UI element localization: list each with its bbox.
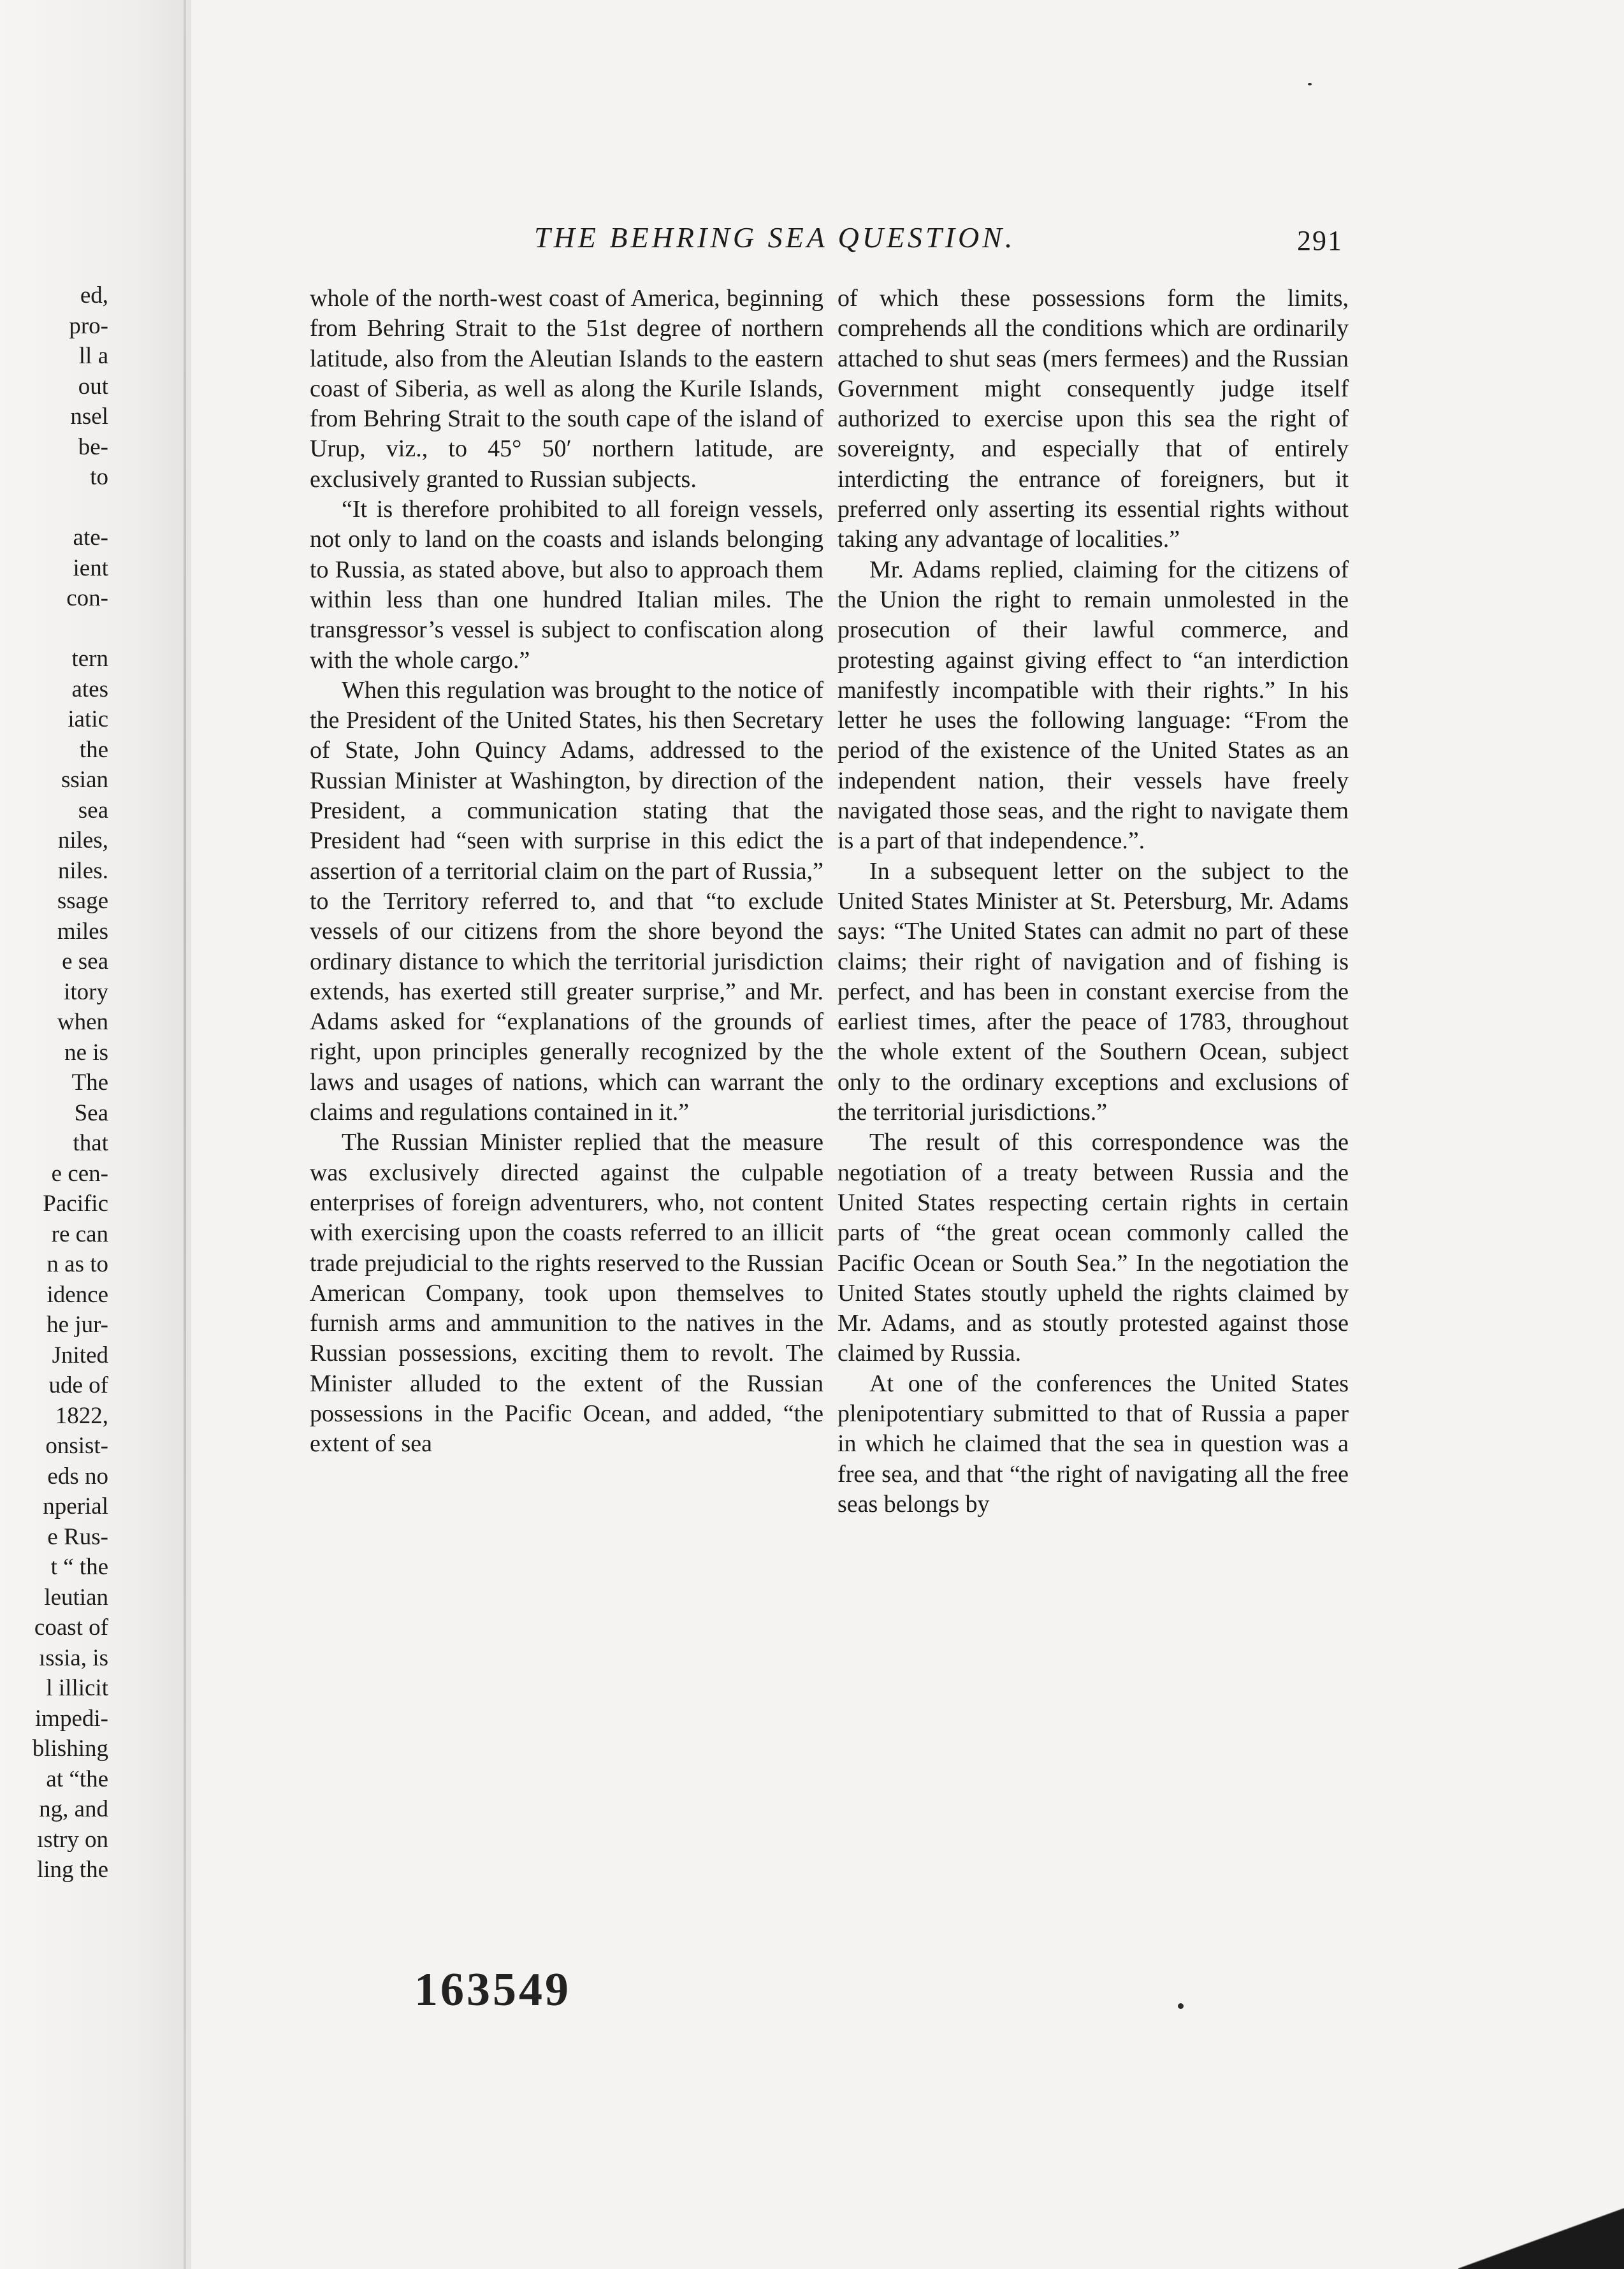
paragraph: The result of this correspondence was the negotiation of a treaty between Russia and the United States respecting certain rights in certain parts of “the great ocean commonly called the Pacific Ocean or South Sea.” In the negotiation the United States stoutly upheld the rights claimed by Mr. Adams, and as stoutly protested against those claimed by Russia. — [837, 1129, 1349, 1367]
facing-page-line: ssian — [61, 767, 108, 793]
facing-page-line: The — [71, 1069, 108, 1096]
facing-page-line: 1822, — [55, 1402, 108, 1429]
right-column — [837, 284, 1349, 1519]
facing-page-line: niles. — [57, 857, 108, 884]
facing-page-line: nperial — [43, 1493, 108, 1519]
facing-page-line: e Rus- — [47, 1523, 108, 1550]
facing-page-line: idence — [47, 1281, 108, 1308]
facing-page-line: Pacific — [43, 1191, 108, 1217]
facing-page-line: itory — [64, 978, 108, 1005]
page-fold-line — [184, 0, 186, 2269]
facing-page-line: l illicit — [46, 1675, 108, 1701]
facing-page-fragment — [0, 280, 108, 1885]
facing-page-line: e cen- — [51, 1160, 108, 1187]
facing-page-line: ıssia, is — [39, 1644, 108, 1671]
facing-page-line: nsel — [70, 403, 108, 430]
paragraph: In a subsequent letter on the subject to the United States Minister at St. Petersburg, Mr. Adams says: “The United States can admit no part of these claims; their right of navigation and of fishing is perfect, and has been in constant exercise from the earliest times, after the peace of 1783, throughout the whole extent of the Southern Ocean, subject only to the ordinary exceptions and exclusions of the territorial jurisdictions.” — [837, 857, 1349, 1126]
facing-page-line: iatic — [68, 706, 108, 732]
facing-page-line: at “the — [46, 1765, 108, 1792]
paragraph: Mr. Adams replied, claiming for the citizens of the Union the right to remain unmolested in the prosecution of their lawful commerce, and protesting against giving effect to “an interdiction manifestly incompatible with their rights.” In his letter he uses the following language: “From the period of the existence of the United States as an independent nation, their vessels have freely navigated those seas, and the right to navigate them is a part of that independence.”. — [837, 556, 1349, 855]
facing-page-line: out — [78, 373, 108, 400]
paragraph: At one of the conferences the United States plenipotentiary submitted to that of Russia a paper in which he claimed that the sea in question was a free sea, and that “the right of navigating all the free seas belongs by — [837, 1370, 1349, 1518]
facing-page-line: that — [73, 1130, 108, 1156]
facing-page-line: be- — [78, 433, 108, 460]
facing-page-line: ient — [73, 555, 108, 581]
facing-page-line: leutian — [44, 1584, 108, 1611]
facing-page-line: e sea — [62, 948, 108, 975]
ink-speck — [1178, 2003, 1184, 2009]
facing-page-line — [0, 614, 108, 644]
facing-page-line: ate- — [73, 525, 108, 551]
paragraph: The Russian Minister replied that the measure was exclusively directed against the culpable enterprises of foreign adventurers, who, not content with exercising upon the coasts referred to an illicit trade prejudicial to the rights reserved to the Russian American Company, took upon themselves to furnish arms and ammunition to the natives in the Russian possessions, exciting them to revolt. The Minister alluded to the extent of the Russian possessions in the Pacific Ocean, and added, “the extent of sea — [310, 1129, 823, 1458]
facing-page-line: ed, — [80, 282, 108, 308]
facing-page-line: pro- — [69, 312, 108, 339]
facing-page-line: ude of — [48, 1372, 108, 1398]
facing-page-line: n as to — [47, 1251, 108, 1277]
facing-page-line: miles — [57, 918, 108, 945]
page-number: 291 — [1297, 225, 1343, 256]
paragraph: whole of the north-west coast of America, beginning from Behring Strait to the 51st degree of northern latitude, also from the Aleutian Islands to the eastern coast of Siberia, as well as along the Kurile Islands, from Behring Strait to the south cape of the island of Urup, viz., to 45° 50′ northern latitude, are exclusively granted to Russian subjects. — [310, 285, 823, 493]
facing-page-line: Sea — [74, 1099, 108, 1126]
facing-page-line: ıstry on — [36, 1826, 108, 1853]
facing-page-line: ng, and — [39, 1796, 108, 1822]
facing-page-line: niles, — [57, 827, 108, 853]
facing-page-line: blishing — [32, 1736, 108, 1762]
paragraph: of which these possessions form the limits, comprehends all the conditions which are ordinarily attached to shut seas (mers fermees) and the Russian Government might consequently judge itself authorized to exercise upon this sea the right of sovereignty, and especially that of entirely interdicting the entrance of foreigners, but it preferred only asserting its essential rights without taking any advantage of localities.” — [837, 285, 1349, 553]
facing-page-line: ling the — [36, 1857, 108, 1883]
facing-page-line: tern — [71, 646, 108, 672]
facing-page-line: eds no — [47, 1463, 108, 1490]
paragraph: “It is therefore prohibited to all foreign vessels, not only to land on the coasts and islands belonging to Russia, as stated above, but also to approach them within less than one hundred Italian miles. The transgressor’s vessel is subject to confiscation along with the whole cargo.” — [310, 496, 823, 674]
facing-page-line: coast of — [34, 1614, 108, 1641]
facing-page-line: ssage — [57, 888, 108, 914]
scan-corner-shadow — [1458, 2193, 1624, 2269]
facing-page-line: ll a — [78, 343, 108, 369]
facing-page-line: Jnited — [52, 1342, 108, 1368]
facing-page-line: onsist- — [45, 1433, 108, 1459]
library-stamp-number: 163549 — [414, 1964, 571, 2016]
paragraph: When this regulation was brought to the notice of the President of the United States, his then Secretary of State, John Quincy Adams, addressed to the Russian Minister at Washington, by direction of the President, a communication stating that the President had “seen with surprise in this edict the assertion of a territorial claim on the part of Russia,” to the Territory referred to, and that “to exclude vessels of our citizens from the shore beyond the ordinary distance to which the territorial jurisdiction extends, has exerted still greater surprise,” and Mr. Adams asked for “explanations of the grounds of right, upon principles generally recognized by the laws and usages of nations, which can warrant the claims and regulations contained in it.” — [310, 676, 823, 1126]
facing-page-line: t “ the — [50, 1554, 108, 1580]
facing-page-line: con- — [66, 585, 108, 611]
facing-page-line: ne is — [64, 1039, 108, 1066]
facing-page-line: impedi- — [34, 1705, 108, 1732]
left-column — [310, 284, 823, 1460]
facing-page-line: ates — [71, 676, 108, 702]
facing-page-line: re can — [51, 1221, 108, 1247]
facing-page-line: to — [90, 464, 108, 490]
facing-page-line — [0, 493, 108, 523]
facing-page-line: when — [57, 1009, 108, 1035]
facing-page-line: the — [79, 736, 108, 763]
facing-page-line: he jur- — [47, 1312, 108, 1338]
running-head: THE BEHRING SEA QUESTION. — [534, 221, 1016, 254]
facing-page-line: sea — [78, 797, 108, 823]
ink-speck — [1308, 83, 1312, 85]
